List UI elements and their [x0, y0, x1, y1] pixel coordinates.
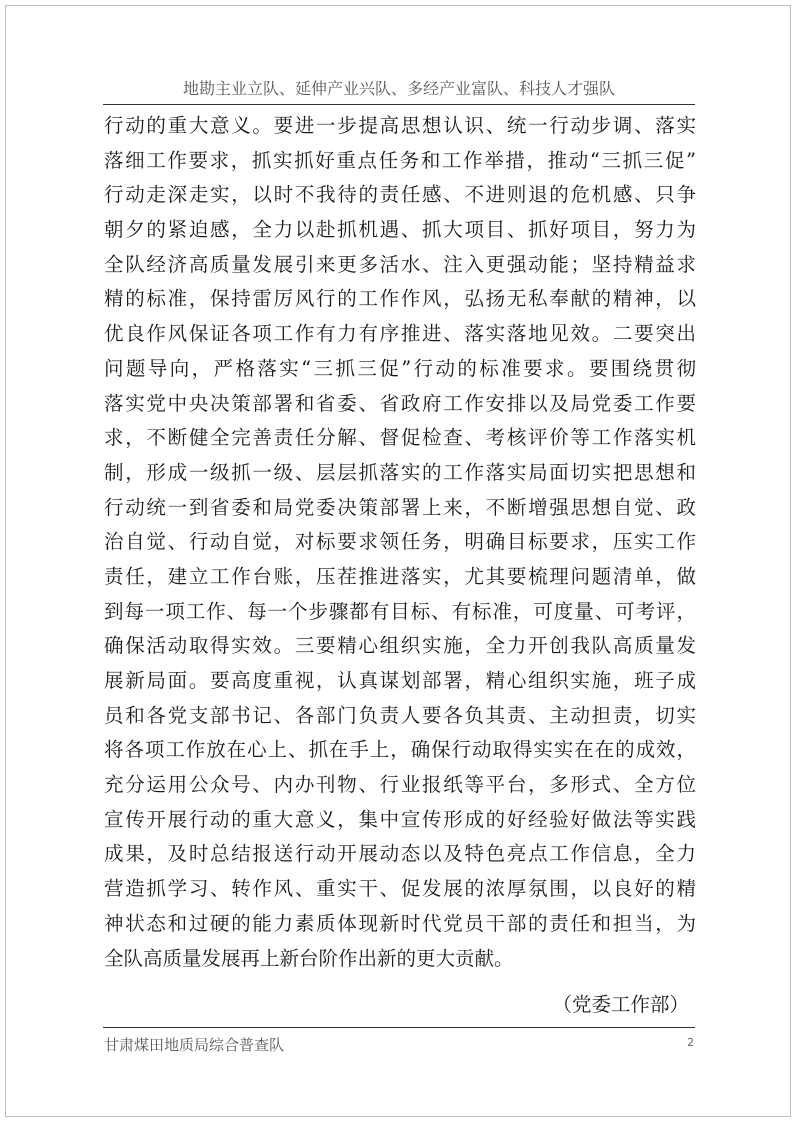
text-line: 优良作风保证各项工作有力有序推进、落实落地见效。二要突出: [104, 322, 696, 346]
footer-divider: [103, 1027, 695, 1028]
text-line: 行动统一到省委和局党委决策部署上来，不断增强思想自觉、政: [104, 495, 696, 519]
signature: （党委工作部）: [552, 993, 689, 1016]
text-line: 员和各党支部书记、各部门负责人要各负其责、主动担责，切实: [104, 703, 696, 727]
text-line: 朝夕的紧迫感，全力以赴抓机遇、抓大项目、抓好项目，努力为: [104, 218, 696, 242]
text-line: 全队高质量发展再上新台阶作出新的更大贡献。: [104, 946, 514, 970]
text-line: 治自觉、行动自觉，对标要求领任务，明确目标要求，压实工作: [104, 530, 696, 554]
body-text: [104, 109, 696, 976]
text-line: 神状态和过硬的能力素质体现新时代党员干部的责任和担当，为: [104, 911, 696, 935]
running-header: 地勘主业立队、延伸产业兴队、多经产业富队、科技人才强队: [182, 79, 615, 98]
text-line: 到每一项工作、每一个步骤都有目标、有标准，可度量、可考评，: [104, 599, 696, 623]
text-line: 制，形成一级抓一级、层层抓落实的工作落实局面切实把思想和: [104, 460, 696, 484]
header-divider: [103, 104, 695, 105]
text-line: 落实党中央决策部署和省委、省政府工作安排以及局党委工作要: [104, 391, 696, 415]
text-line: 宣传开展行动的重大意义，集中宣传形成的好经验好做法等实践: [104, 807, 696, 831]
text-line: 营造抓学习、转作风、重实干、促发展的浓厚氛围，以良好的精: [104, 877, 696, 901]
text-line: 行动走深走实，以时不我待的责任感、不进则退的危机感、只争: [104, 183, 696, 207]
footer-organization: 甘肃煤田地质局综合普查队: [104, 1036, 285, 1054]
text-line: 将各项工作放在心上、抓在手上，确保行动取得实实在在的成效，: [104, 738, 696, 762]
text-line: 求，不断健全完善责任分解、督促检查、考核评价等工作落实机: [104, 426, 696, 450]
text-line: 问题导向，严格落实“三抓三促”行动的标准要求。要围绕贯彻: [104, 356, 696, 380]
text-line: 精的标准，保持雷厉风行的工作作风，弘扬无私奉献的精神，以: [104, 287, 696, 311]
text-line: 全队经济高质量发展引来更多活水、注入更强动能；坚持精益求: [104, 252, 696, 276]
text-line: 成果，及时总结报送行动开展动态以及特色亮点工作信息，全力: [104, 842, 696, 866]
text-line: 责任，建立工作台账，压茬推进落实，尤其要梳理问题清单，做: [104, 564, 696, 588]
page-number: 2: [687, 1036, 694, 1049]
text-line: 确保活动取得实效。三要精心组织实施，全力开创我队高质量发: [104, 634, 696, 658]
text-line: 行动的重大意义。要进一步提高思想认识、统一行动步调、落实: [104, 114, 696, 137]
text-line: 充分运用公众号、内办刊物、行业报纸等平台，多形式、全方位: [104, 773, 696, 797]
text-line: 展新局面。要高度重视，认真谋划部署，精心组织实施，班子成: [104, 669, 696, 692]
text-line: 落细工作要求，抓实抓好重点任务和工作举措，推动“三抓三促”: [104, 148, 696, 172]
